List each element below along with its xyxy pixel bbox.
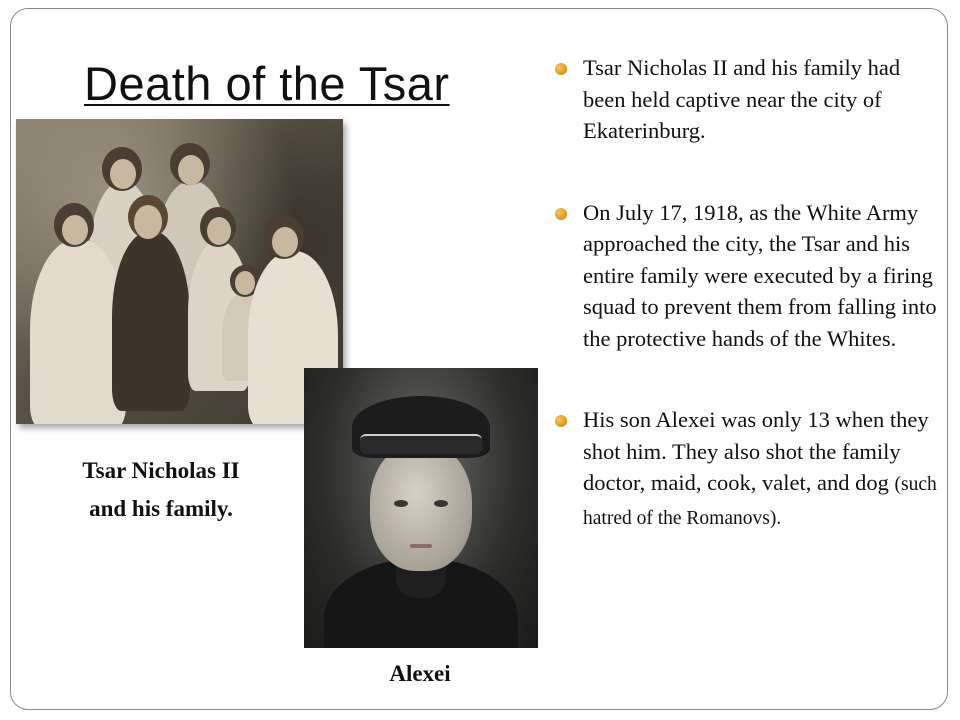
slide-title: Death of the Tsar [84, 57, 450, 110]
bullet-dot-icon [555, 63, 567, 75]
alexei-photo [304, 368, 538, 648]
bullet-item [555, 52, 945, 147]
bullet-text: On July 17, 1918, as the White Army approached the city, the Tsar and his entire family were executed by a firing squad to prevent them from falling into the protective hands of the Whites. [583, 199, 937, 351]
bullet-list [555, 52, 945, 534]
bullet-dot-icon [555, 415, 567, 427]
caption-line: Tsar Nicholas II [82, 458, 240, 483]
family-photo [16, 119, 343, 424]
bullet-dot-icon [555, 208, 567, 220]
bullet-text: Tsar Nicholas II and his family had been held captive near the city of Ekaterinburg. [583, 55, 901, 143]
bullet-aside: (such hatred of the Romanovs). [583, 474, 937, 529]
bullet-text: His son Alexei was only 13 when they shot him. They also shot the family doctor, maid, cook, valet, and dog [583, 407, 929, 495]
caption-line: and his family. [89, 496, 233, 521]
alexei-photo-caption: Alexei [389, 661, 451, 686]
bullet-item [555, 404, 945, 534]
family-photo-caption [30, 452, 292, 528]
bullet-item [555, 197, 945, 355]
